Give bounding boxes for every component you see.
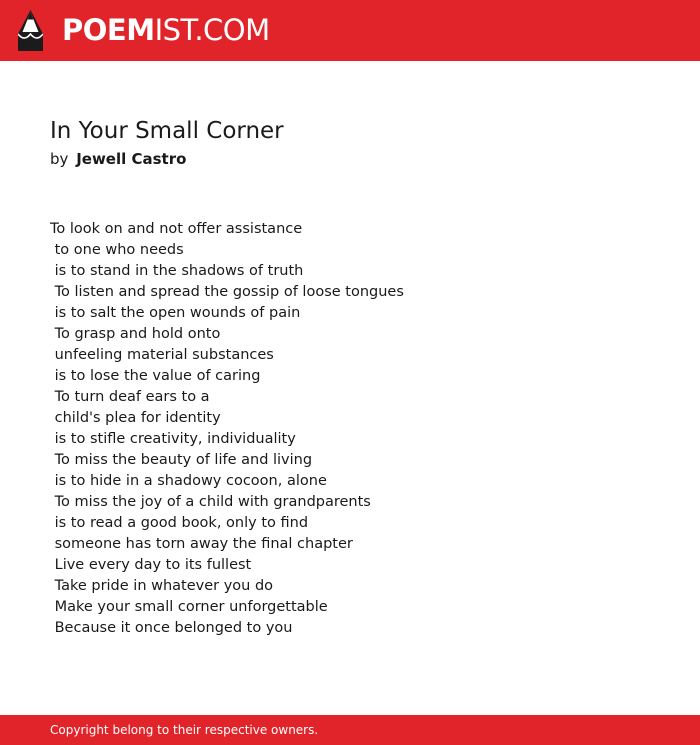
poem-line: To miss the beauty of life and living [50,452,313,468]
poem-line: is to stifle creativity, individuality [50,431,296,447]
poem-line: Because it once belonged to you [50,620,293,636]
site-logo[interactable] [62,13,270,47]
by-label: by [50,150,69,168]
poem-line: child's plea for identity [50,410,221,426]
poem-line: unfeeling material substances [50,347,274,363]
logo-text-light: IST.COM [154,13,270,47]
poem-line: To listen and spread the gossip of loose tongues [50,284,404,300]
poem-line: is to read a good book, only to find [50,515,309,531]
poem-line: To miss the joy of a child with grandparents [50,494,371,510]
poem-line: To turn deaf ears to a [50,389,210,405]
poem-line: To look on and not offer assistance [50,221,303,237]
poem-line: Live every day to its fullest [50,557,252,573]
poem-line: is to hide in a shadowy cocoon, alone [50,473,327,489]
logo-text-bold: POEM [62,13,155,47]
poem-body [50,219,404,639]
site-footer [0,715,700,745]
poem-byline [50,149,186,169]
poem-line: Take pride in whatever you do [50,578,274,594]
poem-author: Jewell Castro [76,150,187,168]
poem-line: is to lose the value of caring [50,368,261,384]
poem-line: Make your small corner unforgettable [50,599,328,615]
poem-line: is to stand in the shadows of truth [50,263,304,279]
poem-line: someone has torn away the final chapter [50,536,353,552]
poem-title: In Your Small Corner [50,118,284,144]
pencil-icon[interactable] [18,10,43,51]
poem-line: to one who needs [50,242,184,258]
poem-line: To grasp and hold onto [50,326,221,342]
copyright-notice: Copyright belong to their respective owners. [50,723,319,737]
poem-line: is to salt the open wounds of pain [50,305,301,321]
site-header [0,0,700,61]
